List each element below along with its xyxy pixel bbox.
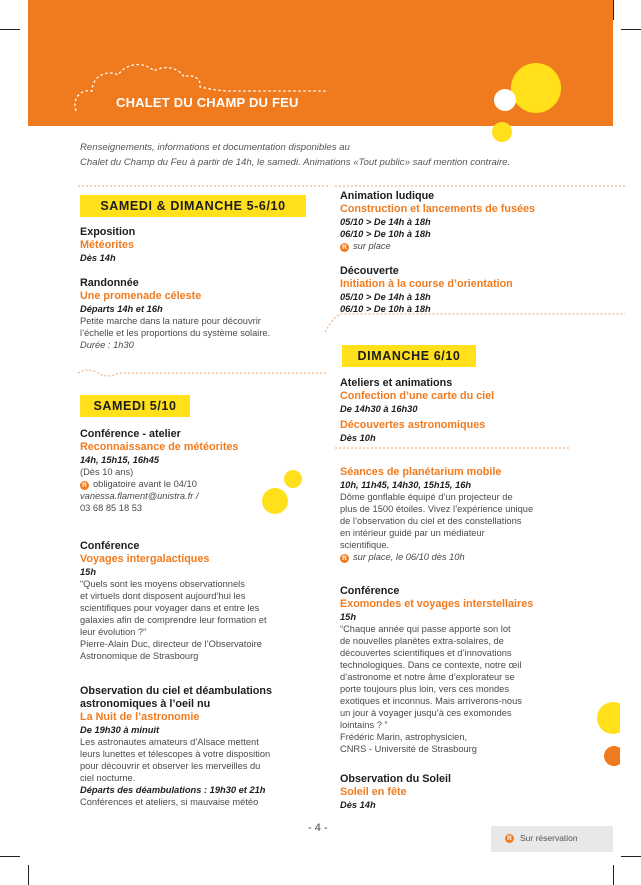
wavy-separator — [78, 365, 328, 377]
page-number: - 4 - — [308, 822, 328, 834]
section-title-weekend: SAMEDI & DIMANCHE 5-6/10 — [80, 195, 306, 217]
event-description: Petite marche dans la nature pour découvrir — [80, 316, 261, 326]
event-time: Départs 14h et 16h — [80, 304, 163, 314]
intro-text — [80, 140, 600, 170]
event-description: en intérieur guidé par un médiateur — [340, 528, 485, 538]
crop-mark — [28, 865, 29, 885]
event-subtitle: Voyages intergalactiques — [80, 553, 210, 565]
event-description: ciel nocturne. — [80, 773, 136, 783]
intro-line: Renseignements, informations et documentation disponibles au — [80, 142, 350, 153]
event-description: exotiques et inconnus. Mais arriverons-nous — [340, 696, 522, 706]
event-description: technologiques. Dans ce contexte, notre œil — [340, 660, 522, 670]
event-description: et virtuels dont disposent aujourd’hui les — [80, 591, 246, 601]
event-age: (Dès 10 ans) — [80, 467, 134, 477]
event-planetarium — [340, 466, 600, 563]
event-title: Observation du ciel et déambulations — [80, 685, 272, 697]
event-reservation: sur place, le 06/10 dès 10h — [353, 552, 465, 562]
event-title: Randonnée — [80, 277, 139, 289]
event-duration: Durée : 1h30 — [80, 340, 134, 350]
event-title: Ateliers et animations — [340, 377, 453, 389]
event-subtitle: Météorites — [80, 239, 135, 251]
event-phone: 03 68 85 18 53 — [80, 503, 143, 513]
event-subtitle: Soleil en fête — [340, 786, 407, 798]
event-title: Observation du Soleil — [340, 773, 451, 785]
event-speaker: Pierre-Alain Duc, directeur de l’Observatoire — [80, 639, 262, 649]
cloud-outline-decoration — [70, 55, 330, 127]
crop-mark — [0, 29, 20, 30]
event-description: “Quels sont les moyens observationnels — [80, 579, 245, 589]
event-time: De 14h30 à 16h30 — [340, 404, 418, 414]
dashed-separator — [325, 444, 625, 452]
event-description: plus de 1500 étoiles. Vivez l’expérience unique — [340, 504, 534, 514]
event-description: porte toujours plus loin, vers ces mondes — [340, 684, 509, 694]
event-time: 06/10 > De 10h à 18h — [340, 304, 431, 314]
event-description: leur évolution ?” — [80, 627, 147, 637]
event-reservation: sur place — [353, 241, 391, 251]
event-title: Exposition — [80, 226, 136, 238]
reservation-icon: R — [340, 243, 349, 252]
crop-mark — [613, 865, 614, 885]
event-time: Dès 10h — [340, 433, 376, 443]
event-time: Dès 14h — [80, 253, 116, 263]
event-email: vanessa.flament@unistra.fr / — [80, 491, 199, 501]
event-title: Conférence — [340, 585, 400, 597]
page-title: CHALET DU CHAMP DU FEU — [116, 95, 299, 110]
section-title-dimanche: DIMANCHE 6/10 — [342, 345, 476, 367]
event-description: de nouvelles planètes extra-solaires, de — [340, 636, 504, 646]
event-subtitle: Construction et lancements de fusées — [340, 203, 535, 215]
event-time: 15h — [80, 567, 97, 577]
event-title: Conférence - atelier — [80, 428, 181, 440]
event-description: “Chaque année qui passe apporte son lot — [340, 624, 511, 634]
event-description: scientifiques pour voyager dans et entre les — [80, 603, 260, 613]
event-time: 14h, 15h15, 16h45 — [80, 455, 160, 465]
event-animation-ludique — [340, 190, 600, 252]
event-conference-exomondes — [340, 585, 600, 755]
event-description: Dôme gonflable équipé d’un projecteur de — [340, 492, 513, 502]
event-description: galaxies afin de comprendre leur formation et — [80, 615, 267, 625]
event-reservation: obligatoire avant le 04/10 — [93, 479, 197, 489]
event-decouverte — [340, 265, 600, 315]
reservation-icon: R — [505, 834, 514, 843]
event-time: Départs des déambulations : 19h30 et 21h — [80, 785, 266, 795]
event-speaker: CNRS - Université de Strasbourg — [340, 744, 477, 754]
event-subtitle: Initiation à la course d’orientation — [340, 278, 513, 290]
event-subtitle: La Nuit de l’astronomie — [80, 711, 200, 723]
crop-mark — [621, 29, 641, 30]
event-exposition — [80, 226, 320, 264]
event-title: Découverte — [340, 265, 399, 277]
event-description: d’astronome et notre âme d’explorateur se — [340, 672, 515, 682]
circles-decoration — [255, 468, 305, 528]
event-speaker: Frédéric Marin, astrophysicien, — [340, 732, 468, 742]
event-subtitle: Confection d’une carte du ciel — [340, 390, 495, 402]
event-time: 05/10 > De 14h à 18h — [340, 292, 431, 302]
event-title: Animation ludique — [340, 190, 435, 202]
event-time: 06/10 > De 10h à 18h — [340, 229, 431, 239]
event-subtitle: Découvertes astronomiques — [340, 419, 486, 431]
event-speaker: Astronomique de Strasbourg — [80, 651, 199, 661]
event-observation-soleil — [340, 773, 600, 811]
event-description: Conférences et ateliers, si mauvaise météo — [80, 797, 259, 807]
reservation-icon: R — [340, 554, 349, 563]
dashed-separator — [78, 184, 328, 188]
event-description: de l’observation du ciel et des constellations — [340, 516, 522, 526]
event-ateliers-animations — [340, 377, 600, 444]
event-description: découvertes scientifiques et d’innovations — [340, 648, 512, 658]
event-description: leurs lunettes et télescopes à votre disposition — [80, 749, 271, 759]
crop-mark — [621, 856, 641, 857]
crop-mark — [0, 856, 20, 857]
event-subtitle: Une promenade céleste — [80, 290, 202, 302]
reservation-legend — [491, 826, 613, 852]
event-description: lointains ? ” — [340, 720, 388, 730]
event-description: Les astronautes amateurs d’Alsace mettent — [80, 737, 259, 747]
event-description: pour découvrir et observer les merveilles du — [80, 761, 261, 771]
event-description: l’échelle et les proportions du système solaire. — [80, 328, 271, 338]
intro-line: Chalet du Champ du Feu à partir de 14h, le samedi. Animations «Tout public» sauf mention contraire. — [80, 157, 511, 168]
reservation-icon: R — [80, 481, 89, 490]
crop-mark — [613, 0, 614, 20]
event-conference-voyages — [80, 540, 325, 662]
section-title-samedi: SAMEDI 5/10 — [80, 395, 190, 417]
event-time: De 19h30 à minuit — [80, 725, 160, 735]
event-subtitle: Exomondes et voyages interstellaires — [340, 598, 534, 610]
event-subtitle: Séances de planétarium mobile — [340, 466, 502, 478]
circles-decoration — [470, 60, 570, 150]
event-title: astronomiques à l’oeil nu — [80, 698, 211, 710]
event-title: Conférence — [80, 540, 140, 552]
legend-label: Sur réservation — [520, 833, 578, 843]
event-time: 15h — [340, 612, 357, 622]
event-observation-ciel — [80, 685, 325, 808]
event-time: Dès 14h — [340, 800, 376, 810]
event-time: 10h, 11h45, 14h30, 15h15, 16h — [340, 480, 472, 490]
event-randonnee — [80, 277, 325, 351]
event-subtitle: Reconnaissance de météorites — [80, 441, 239, 453]
event-time: 05/10 > De 14h à 18h — [340, 217, 431, 227]
event-description: un jour à voyager jusqu’à ces exomondes — [340, 708, 512, 718]
circles-decoration — [580, 690, 620, 770]
event-description: scientifique. — [340, 540, 390, 550]
